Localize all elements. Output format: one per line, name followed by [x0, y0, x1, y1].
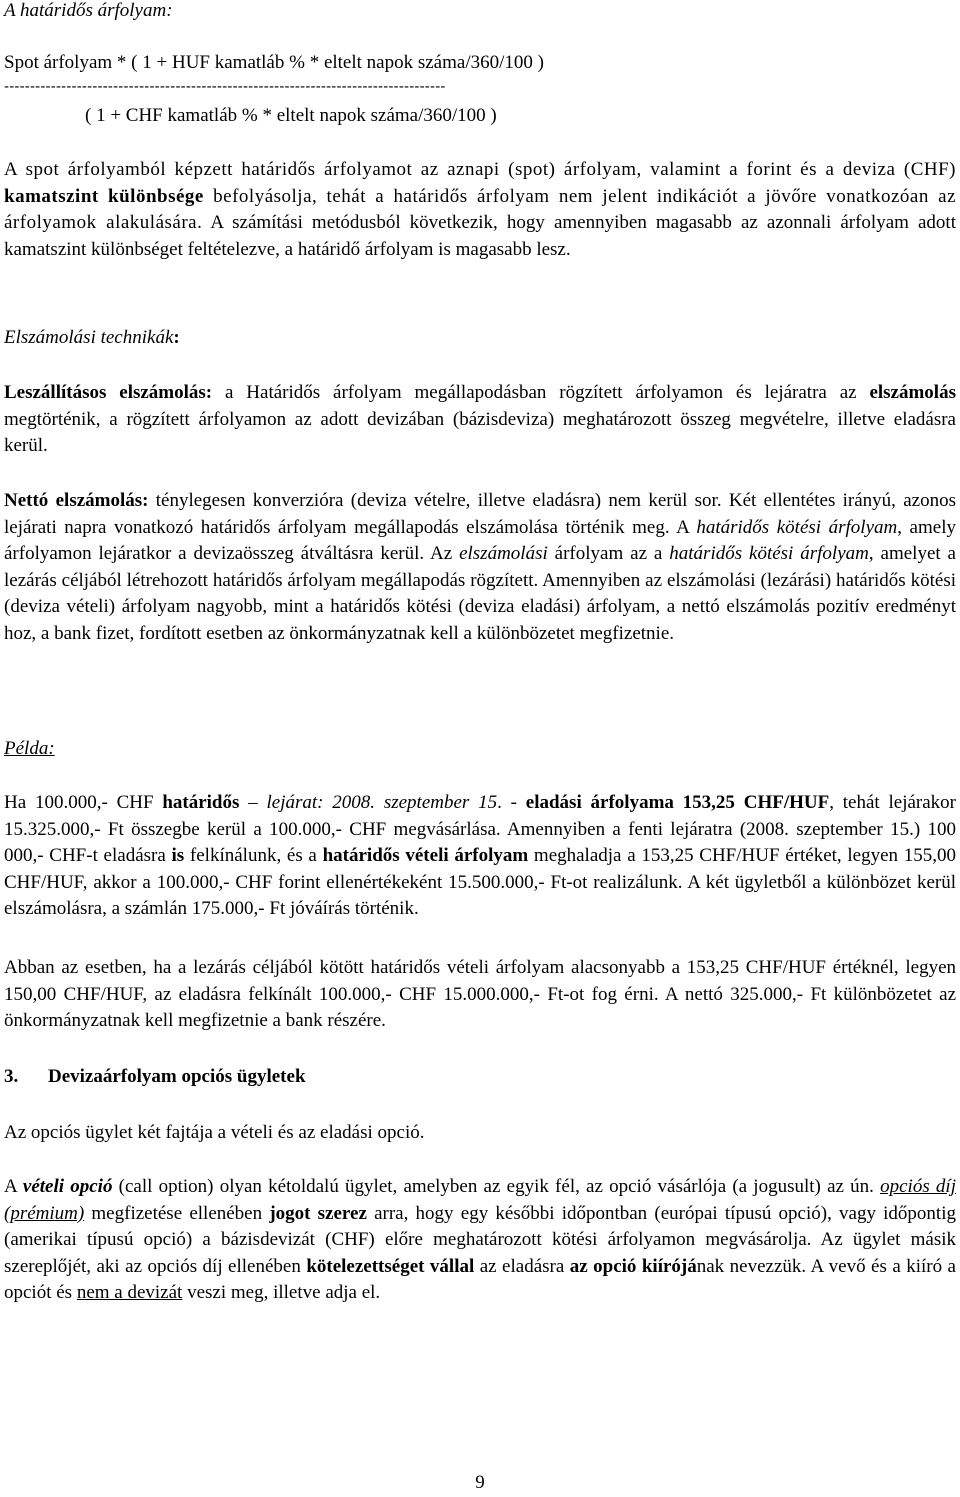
options-intro: Az opciós ügylet két fajtája a vételi és az eladási opció. [4, 1122, 425, 1143]
section-3-heading: 3. Devizaárfolyam opciós ügyletek [4, 1066, 306, 1087]
paragraph-net-settlement: Nettó elszámolás: ténylegesen konverzióra (deviza vételre, illetve eladásra) nem kerül sor. Két ellentétes irányú, azonos lejárati napra vonatkozó határidős árfolyam megállapodás elszámolása történik meg. A határidős kötési árfolyam, amely árfolyamon lejáratkor a devizaösszeg átváltásra kerül. Az elszámolási árfolyam az a határidős kötési árfolyam, amelyet a lezárás céljából létrehozott határidős árfolyam megállapodás rögzített. Amennyiben az elszámolási (lezárási) határidős kötési (deviza vételi) árfolyam nagyobb, mint a határidős kötési (deviza eladási) árfolyam, a nettó elszámolás pozitív eredményt hoz, a bank fizet, fordított esetben az önkormányzatnak kell a különbözetet megfizetnie. [4, 490, 956, 644]
example-paragraph-1: Ha 100.000,- CHF határidős – lejárat: 2008. szeptember 15. - eladási árfolyama 153,25 CHF/HUF, tehát lejárakor 15.325.000,- Ft összegbe kerül a 100.000,- CHF megvásárlása. Amennyiben a fenti lejáratra (2008. szeptember 15.) 100 000,- CHF-t eladásra is felkínálunk, és a határidős vételi árfolyam meghaladja a 153,25 CHF/HUF értéket, legyen 155,00 CHF/HUF, akkor a 100.000,- CHF forint ellenértékeként 15.500.000,- Ft-ot realizálunk. A két ügyletből a különbözet kerül elszámolásra, a számlán 175.000,- Ft jóváírás történik. [4, 792, 957, 919]
formula-numerator: Spot árfolyam * ( 1 + HUF kamatláb % * eltelt napok száma/360/100 ) [4, 52, 544, 73]
formula-divider: ------------------------------------------------------------------------------------- [4, 78, 446, 95]
example-paragraph-2: Abban az esetben, ha a lezárás céljából kötött határidős vételi árfolyam alacsonyabb a 153,25 CHF/HUF értéknél, legyen 150,00 CHF/HUF, az eladásra felkínált 100.000,- CHF 15.000.000,- Ft-ot fog érni. A nettó 325.000,- Ft különbözetet az önkormányzatnak kell megfizetnie a bank részére. [4, 957, 956, 1031]
paragraph-call-option: A vételi opció (call option) olyan kétoldalú ügylet, amelyben az egyik fél, az opció vásárlója (a jogusult) az ún. opciós díj (prémium) megfizetése ellenében jogot szerez arra, hogy egy későbbi időpontban (európai típusú opció), vagy időpontig (amerikai típusú opció) a bázisdevizát (CHF) előre meghatározott kötési árfolyamon megvásárolja. Az ügylet másik szereplőjét, aki az opciós díj ellenében kötelezettséget vállal az eladásra az opció kiírójának nevezzük. A vevő és a kiíró a opciót és nem a devizát veszi meg, illetve adja el. [4, 1176, 956, 1303]
page-number: 9 [475, 1472, 485, 1493]
paragraph-spot: A spot árfolyamból képzett határidős árfolyamot az aznapi (spot) árfolyam, valamint a forint és a deviza (CHF) kamatszint különbsége befolyásolja, tehát a határidős árfolyam nem jelent indikációt a jövőre vonatkozóan az árfolyamok alakulására. A számítási metódusból következik, hogy amennyiben magasabb az azonnali árfolyam adott kamatszint különbséget feltételezve, a határidő árfolyam is magasabb lesz. [4, 159, 957, 260]
section-title: A határidős árfolyam: [4, 0, 173, 21]
paragraph-delivery-settlement: Leszállításos elszámolás: a Határidős árfolyam megállapodásban rögzített árfolyamon és lejáratra az elszámolás megtörténik, a rögzített árfolyamon az adott devizában (bázisdeviza) meghatározott összeg megvételre, illetve eladásra kerül. [4, 382, 956, 456]
techniques-heading: Elszámolási technikák: [4, 327, 180, 348]
example-heading: Példa: [4, 738, 55, 759]
formula-denominator: ( 1 + CHF kamatláb % * eltelt napok száma/360/100 ) [85, 105, 497, 126]
